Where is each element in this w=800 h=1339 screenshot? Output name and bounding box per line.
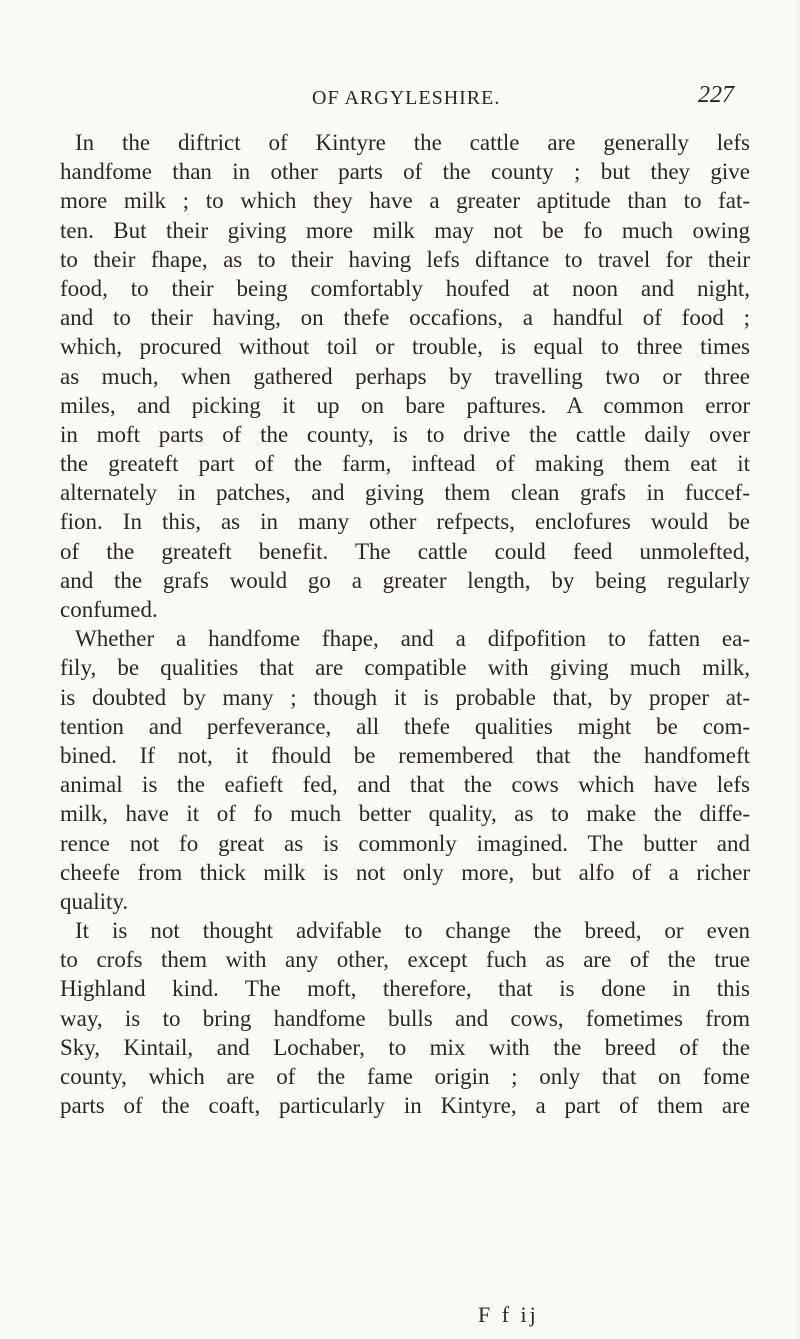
- text-line: way, is to bring handfome bulls and cows, fometimes from: [60, 1005, 750, 1031]
- text-line: and the grafs would go a greater length, by being regularly: [60, 567, 750, 593]
- text-line: Highland kind. The moft, therefore, that is done in this: [60, 976, 750, 1002]
- text-line: as much, when gathered perhaps by travelling two or three: [60, 363, 750, 389]
- signature-mark: F f ij: [478, 1302, 539, 1327]
- text-line: which, procured without toil or trouble, is equal to three times: [60, 334, 750, 360]
- text-line: food, to their being comfortably houfed at noon and night,: [60, 275, 750, 301]
- text-line: is doubted by many ; though it is probable that, by proper at-: [60, 684, 750, 710]
- text-line: quality.: [60, 888, 129, 914]
- text-line: ten. But their giving more milk may not be fo much owing: [60, 217, 750, 243]
- text-line: alternately in patches, and giving them clean grafs in fuccef-: [60, 480, 750, 506]
- page-edge-shadow: [794, 0, 800, 1339]
- text-line: Sky, Kintail, and Lochaber, to mix with the breed of the: [60, 1034, 750, 1060]
- text-line: more milk ; to which they have a greater aptitude than to fat-: [60, 188, 750, 214]
- text-line: rence not fo great as is commonly imagined. The butter and: [60, 830, 750, 856]
- text-line: in moft parts of the county, is to drive the cattle daily over: [60, 421, 750, 447]
- text-line: handfome than in other parts of the county ; but they give: [60, 159, 750, 185]
- text-line: fion. In this, as in many other refpects, enclofures would be: [60, 509, 750, 535]
- text-line: to crofs them with any other, except fuch as are of the true: [60, 947, 750, 973]
- text-line: In the diftrict of Kintyre the cattle are generally lefs: [75, 130, 750, 155]
- page-number: 227: [698, 82, 734, 108]
- text-line: Whether a handfome fhape, and a difpofition to fatten ea-: [75, 626, 750, 652]
- body-text: [60, 128, 750, 1120]
- text-line: tention and perfeverance, all thefe qualities might be com-: [60, 713, 750, 739]
- text-line: and to their having, on thefe occafions, a handful of food ;: [60, 305, 750, 331]
- text-line: to their fhape, as to their having lefs diftance to travel for their: [60, 246, 750, 272]
- text-line: milk, have it of fo much better quality, as to make the diffe-: [60, 801, 750, 827]
- text-line: fily, be qualities that are compatible with giving much milk,: [60, 655, 750, 681]
- text-line: the greateft part of the farm, inftead of making them eat it: [60, 451, 750, 477]
- running-head: OF ARGYLESHIRE.: [312, 87, 501, 109]
- text-line: animal is the eafieft fed, and that the cows which have lefs: [60, 772, 750, 798]
- text-line: parts of the coaft, particularly in Kintyre, a part of them are: [60, 1093, 750, 1119]
- text-line: cheefe from thick milk is not only more, but alfo of a richer: [60, 859, 750, 885]
- text-line: miles, and picking it up on bare paftures. A common error: [60, 392, 750, 418]
- text-line: confumed.: [60, 597, 158, 622]
- text-line: of the greateft benefit. The cattle could feed unmolefted,: [60, 538, 750, 564]
- text-line: It is not thought advifable to change the breed, or even: [75, 918, 750, 944]
- text-line: bined. If not, it fhould be remembered that the handfomeft: [60, 742, 750, 768]
- text-line: county, which are of the fame origin ; only that on fome: [60, 1064, 750, 1089]
